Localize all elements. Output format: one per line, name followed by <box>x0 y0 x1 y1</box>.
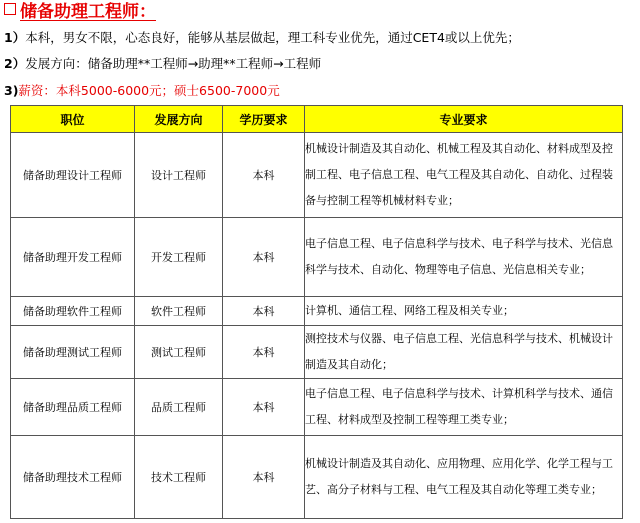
cell-education: 本科 <box>223 379 305 436</box>
table-row <box>11 326 623 379</box>
requirement-text: 发展方向：储备助理**工程师→助理**工程师→工程师 <box>25 56 322 71</box>
cell-direction: 设计工程师 <box>135 133 223 218</box>
cell-education: 本科 <box>223 436 305 519</box>
cell-major: 测控技术与仪器、电子信息工程、光信息科学与技术、机械设计制造及其自动化； <box>305 326 623 379</box>
cell-position: 储备助理测试工程师 <box>11 326 135 379</box>
requirements-table <box>10 105 623 519</box>
requirement-line-2 <box>4 56 321 72</box>
cell-direction: 技术工程师 <box>135 436 223 519</box>
item-number: 1） <box>4 30 26 45</box>
cell-major: 计算机、通信工程、网络工程及相关专业； <box>305 297 623 326</box>
cell-direction: 开发工程师 <box>135 218 223 297</box>
section-heading <box>4 0 156 21</box>
cell-direction: 测试工程师 <box>135 326 223 379</box>
cell-education: 本科 <box>223 218 305 297</box>
header-education: 学历要求 <box>223 106 305 133</box>
table-row <box>11 297 623 326</box>
cell-major: 电子信息工程、电子信息科学与技术、电子科学与技术、光信息科学与技术、自动化、物理等电子信息、光信息相关专业； <box>305 218 623 297</box>
item-number: 2） <box>4 56 26 71</box>
header-direction: 发展方向 <box>135 106 223 133</box>
table-row <box>11 436 623 519</box>
header-position: 职位 <box>11 106 135 133</box>
cell-position: 储备助理软件工程师 <box>11 297 135 326</box>
cell-position: 储备助理开发工程师 <box>11 218 135 297</box>
checkbox-square-icon <box>4 3 16 15</box>
heading-text: 储备助理工程师： <box>20 1 156 22</box>
table-row <box>11 218 623 297</box>
cell-major: 电子信息工程、电子信息科学与技术、计算机科学与技术、通信工程、材料成型及控制工程等理工类专业； <box>305 379 623 436</box>
cell-major: 机械设计制造及其自动化、应用物理、应用化学、化学工程与工艺、高分子材料与工程、电气工程及其自动化等理工类专业； <box>305 436 623 519</box>
cell-direction: 品质工程师 <box>135 379 223 436</box>
requirement-line-3 <box>4 83 280 99</box>
cell-position: 储备助理品质工程师 <box>11 379 135 436</box>
cell-direction: 软件工程师 <box>135 297 223 326</box>
table-row <box>11 379 623 436</box>
cell-position: 储备助理设计工程师 <box>11 133 135 218</box>
requirement-line-1 <box>4 30 520 46</box>
requirement-text: 本科，男女不限，心态良好，能够从基层做起，理工科专业优先，通过CET4或以上优先； <box>25 30 520 45</box>
cell-education: 本科 <box>223 326 305 379</box>
cell-position: 储备助理技术工程师 <box>11 436 135 519</box>
cell-education: 本科 <box>223 133 305 218</box>
cell-major: 机械设计制造及其自动化、机械工程及其自动化、材料成型及控制工程、电子信息工程、电气工程及其自动化、自动化、过程装备与控制工程等机械材料专业； <box>305 133 623 218</box>
table-header-row <box>11 106 623 133</box>
salary-text: 薪资：本科5000-6000元；硕士6500-7000元 <box>18 83 280 98</box>
table-row <box>11 133 623 218</box>
header-major: 专业要求 <box>305 106 623 133</box>
cell-education: 本科 <box>223 297 305 326</box>
item-number: 3) <box>4 83 19 98</box>
